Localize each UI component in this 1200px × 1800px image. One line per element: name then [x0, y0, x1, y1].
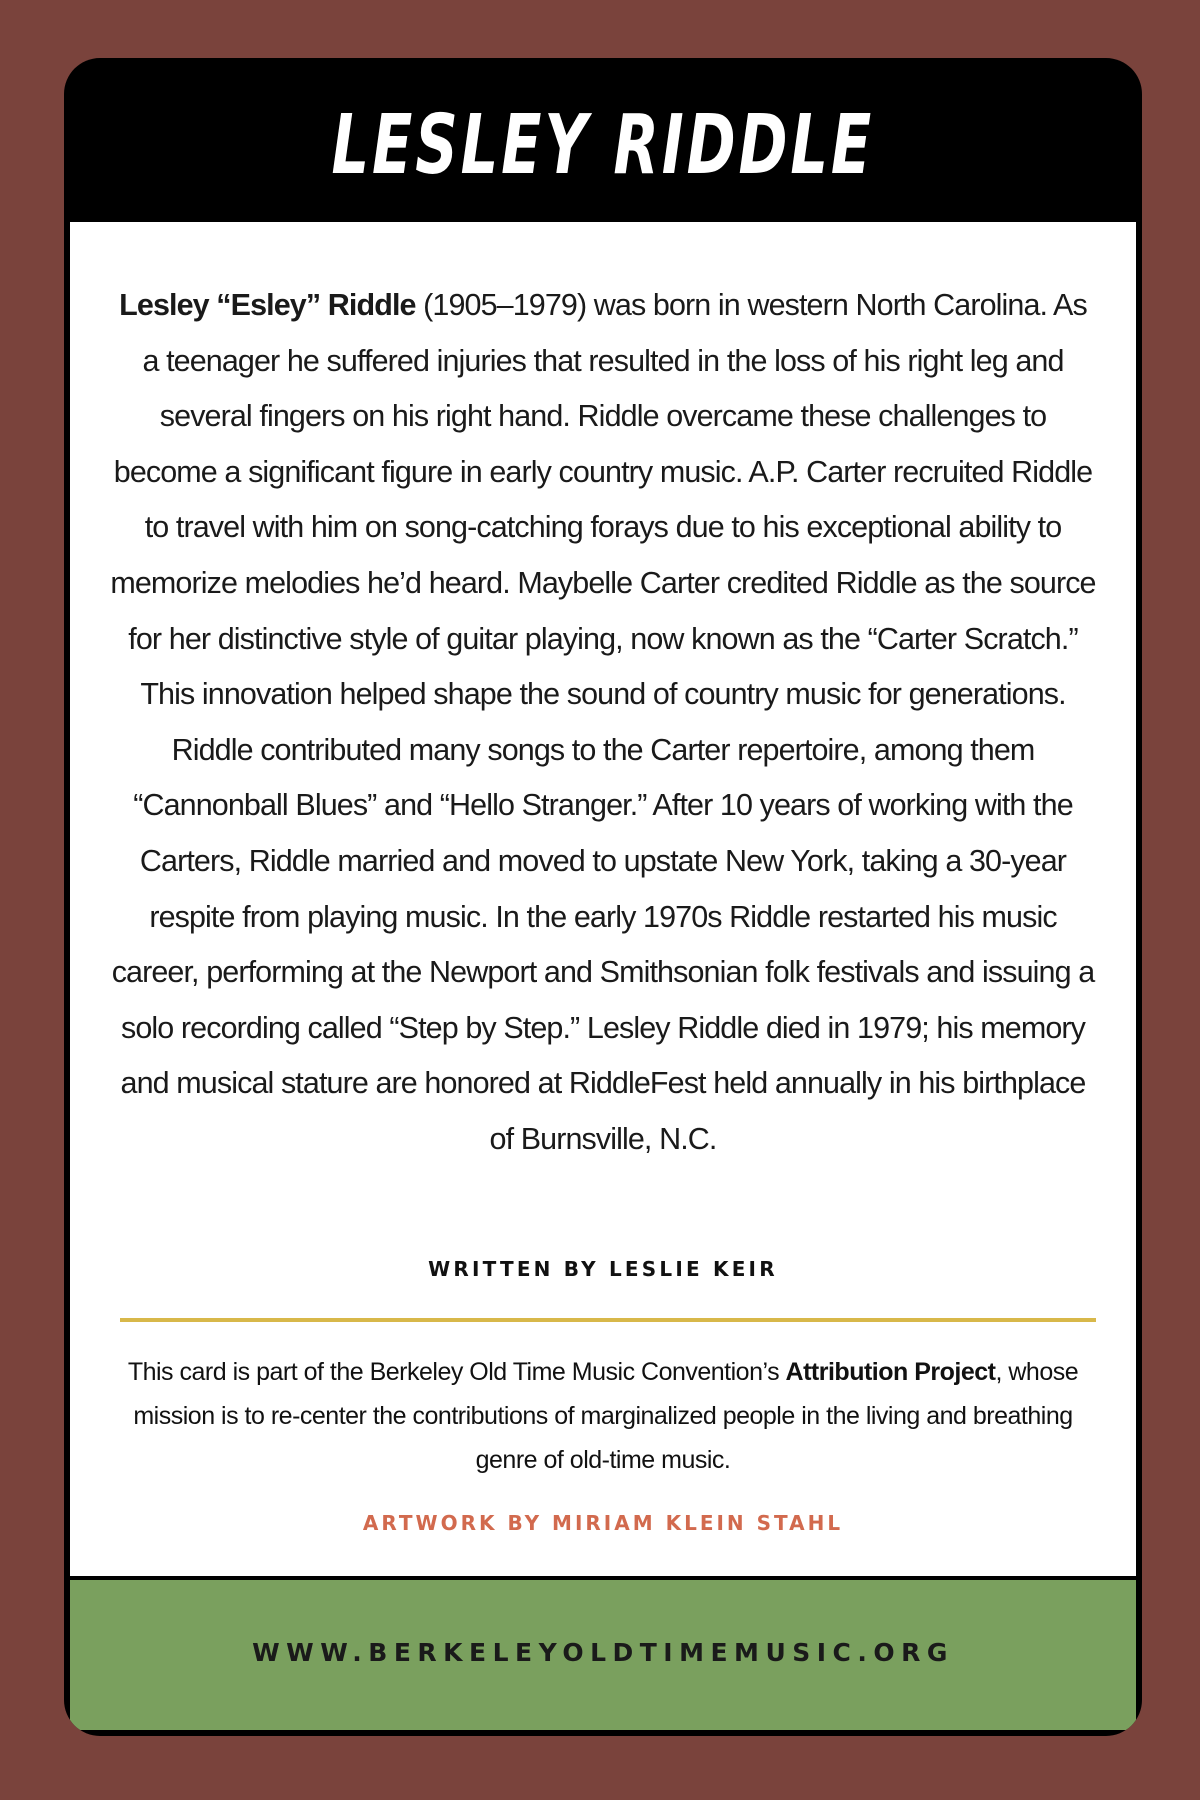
- website-url: WWW.BERKELEYOLDTIMEMUSIC.ORG: [252, 1637, 954, 1667]
- biography-name: Lesley “Esley” Riddle: [119, 288, 416, 322]
- title-bar: [64, 58, 1142, 222]
- card-title: LESLEY RIDDLE: [331, 97, 875, 193]
- project-mission: , whose mission is to re-center the contributions of marginalized people in the living and breathing genre of old-time music.: [133, 1358, 1079, 1474]
- body-panel: [70, 222, 1136, 1576]
- biography-text: [110, 278, 1096, 1168]
- artwork-credit: ARTWORK BY MIRIAM KLEIN STAHL: [362, 1511, 844, 1535]
- divider: [120, 1318, 1096, 1322]
- info-card: [64, 58, 1142, 1736]
- project-intro: This card is part of the Berkeley Old Time Music Convention’s: [127, 1358, 786, 1386]
- project-description: [110, 1350, 1096, 1482]
- footer-panel: [70, 1580, 1136, 1730]
- project-name: Attribution Project: [785, 1358, 996, 1386]
- author-credit: WRITTEN BY LESLIE KEIR: [428, 1257, 778, 1281]
- biography-body: (1905–1979) was born in western North Carolina. As a teenager he suffered injuries that resulted in the loss of his right leg and several fingers on his right hand. Riddle overcame these challenges to become a significant figure in early country music. A.P. Carter recruited Riddle to travel with him on song-catching forays due to his exceptional ability to memorize melodies he’d heard. Maybelle Carter credited Riddle as the source for her distinctive style of guitar playing, now known as the “Carter Scratch.” This innovation helped shape the sound of country music for generations. Riddle contributed many songs to the Carter repertoire, among them “Cannonball Blues” and “Hello Stranger.” After 10 years of working with the Carters, Riddle married and moved to upstate New York, taking a 30-year respite from playing music. In the early 1970s Riddle restarted his music career, performing at the Newport and Smithsonian folk festivals and issuing a solo recording called “Step by Step.” Lesley Riddle died in 1979; his memory and musical stature are honored at RiddleFest held annually in his birthplace of Burnsville, N.C.: [110, 288, 1096, 1156]
